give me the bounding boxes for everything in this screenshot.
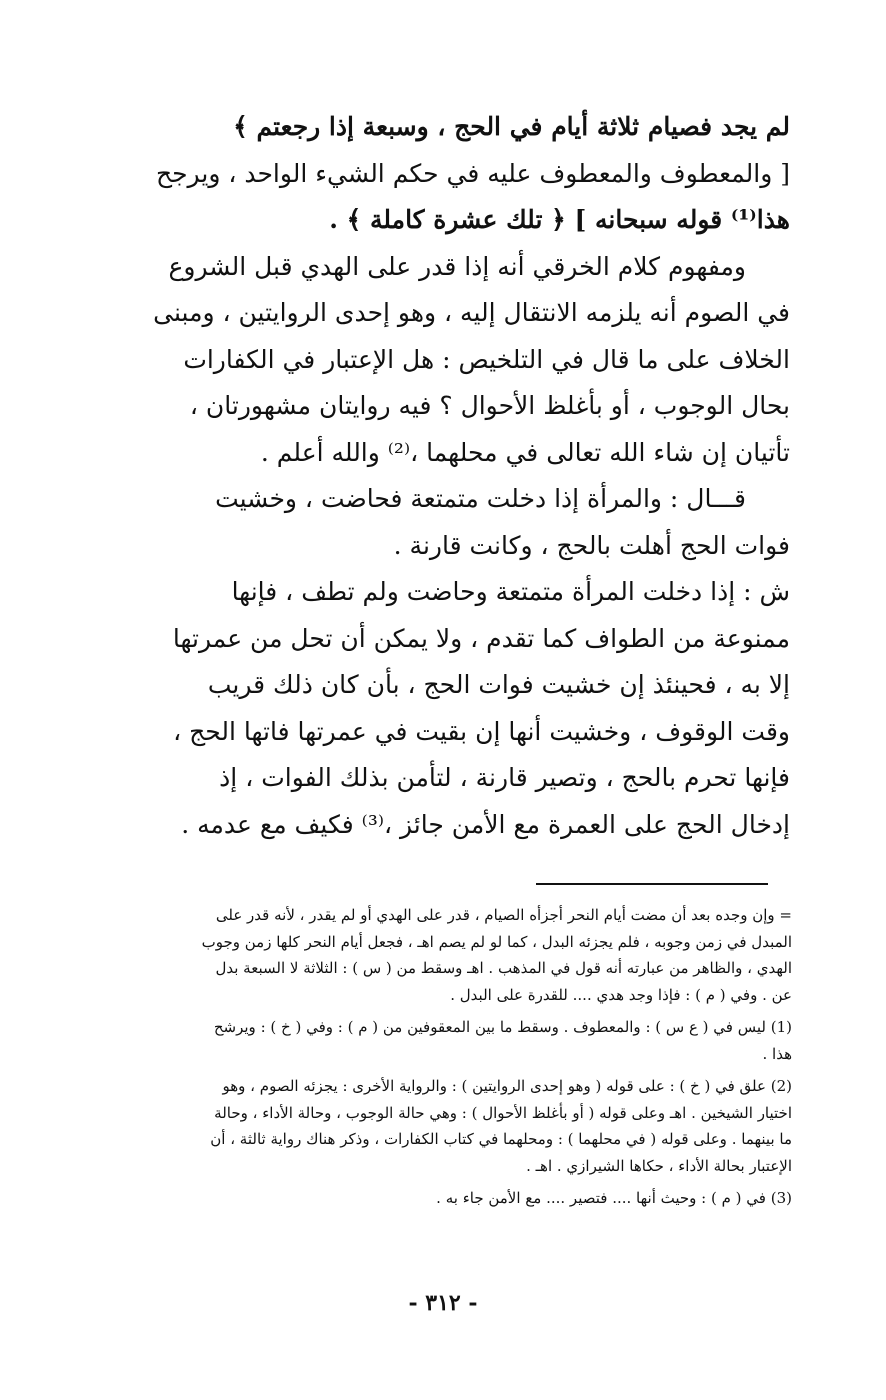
footnote-2: [98, 1073, 792, 1179]
paragraph-kharqi: [153, 244, 790, 477]
text-line: قـــال : والمرأة إذا دخلت متمتعة فحاضت ، وخشيت: [215, 484, 746, 513]
text-line: ممنوعة من الطواف كما تقدم ، ولا يمكن أن تحل من عمرتها: [172, 623, 790, 653]
footnote-line: = وإن وجده بعد أن مضت أيام النحر أجزأه الصيام ، قدر على الهدي أو لم يقدر ، لأنه قدر على: [215, 906, 792, 924]
paragraph-quran-verse: [155, 104, 790, 244]
footnote-line: المبدل في زمن وجوبه ، فلم يجزئه البدل ، كما لو لم يصم اهـ ، فجعل أيام النحر كلها زمن وجوب: [201, 932, 792, 951]
text-line: بحال الوجوب ، أو بأغلظ الأحوال ؟ فيه روايتان مشهورتان ،: [189, 391, 790, 420]
page-number: - ٣١٢ -: [408, 1290, 478, 1316]
footnotes: [98, 902, 792, 1218]
footnote-line: ما بينهما . وعلى قوله ( في محلهما ) : ومحلهما في كتاب الكفارات ، وذكر هناك رواية ثالثة ، أن: [210, 1130, 792, 1148]
footnote-line: عن . وفي ( م ) : فإذا وجد هدي .... للقدرة على البدل .: [450, 985, 792, 1004]
text-line: وقت الوقوف ، وخشيت أنها إن بقيت في عمرتها فاتها الحج ،: [173, 716, 790, 746]
text-line: ومفهوم كلام الخرقي أنه إذا قدر على الهدي قبل الشروع: [168, 251, 746, 281]
text-line: تأتيان إن شاء الله تعالى في محلهما ،⁽²⁾ والله أعلم .: [260, 437, 790, 467]
text-line: لم يجد فصيام ثلاثة أيام في الحج ، وسبعة إذا رجعتم ﴾: [233, 112, 790, 141]
paragraph-matn: [200, 476, 790, 569]
footnote-1: [98, 1014, 792, 1067]
text-line: فإنها تحرم بالحج ، وتصير قارنة ، لتأمن بذلك الفوات ، إذ: [219, 763, 790, 792]
text-line: الخلاف على ما قال في التلخيص : هل الإعتبار في الكفارات: [183, 344, 790, 374]
footnote-3: [98, 1185, 792, 1212]
text-line: [ والمعطوف والمعطوف عليه في حكم الشيء الواحد ، ويرجح: [155, 158, 790, 188]
text-line: هذا⁽¹⁾ قوله سبحانه ] ﴿ تلك عشرة كاملة ﴾ .: [329, 205, 790, 234]
main-text: [153, 104, 790, 848]
text-line: إدخال الحج على العمرة مع الأمن جائز ،⁽³⁾ فكيف مع عدمه .: [181, 809, 790, 839]
footnote-line: اختيار الشيخين . اهـ وعلى قوله ( أو بأغلظ الأحوال ) : وهي حالة الوجوب ، وحالة الأداء ، وحالة: [214, 1103, 792, 1122]
text-line: ش : إذا دخلت المرأة متمتعة وحاضت ولم تطف ، فإنها: [231, 577, 790, 606]
footnote-separator: [536, 883, 768, 885]
text-line: إلا به ، فحينئذ إن خشيت فوات الحج ، بأن كان ذلك قريب: [207, 670, 790, 699]
text-line: فوات الحج أهلت بالحج ، وكانت قارنة .: [393, 530, 790, 560]
footnote-line: الهدي ، والظاهر من عبارته أنه قول في المذهب . اهـ وسقط من ( س ) : الثلاثة لا السبعة بدل: [215, 959, 792, 977]
paragraph-sharh: [172, 569, 790, 848]
footnote-line: الإعتبار بحالة الأداء ، حكاها الشيرازي . اهـ .: [526, 1156, 792, 1175]
text-line: في الصوم أنه يلزمه الانتقال إليه ، وهو إحدى الروايتين ، ومبنى: [153, 298, 790, 327]
footnote-continuation: [98, 902, 792, 1008]
footnote-line: (1) ليس في ( ع س ) : والمعطوف . وسقط ما بين المعقوفين من ( م ) : وفي ( خ ) : ويرشح: [213, 1018, 792, 1036]
footnote-line: (3) في ( م ) : وحيث أنها .... فتصير .... مع الأمن جاء به .: [436, 1189, 792, 1207]
footnote-line: (2) علق في ( خ ) : على قوله ( وهو إحدى الروايتين ) : والرواية الأخرى : يجزئه الصوم ، وهو: [222, 1077, 792, 1095]
footnote-line: هذا .: [762, 1044, 792, 1063]
